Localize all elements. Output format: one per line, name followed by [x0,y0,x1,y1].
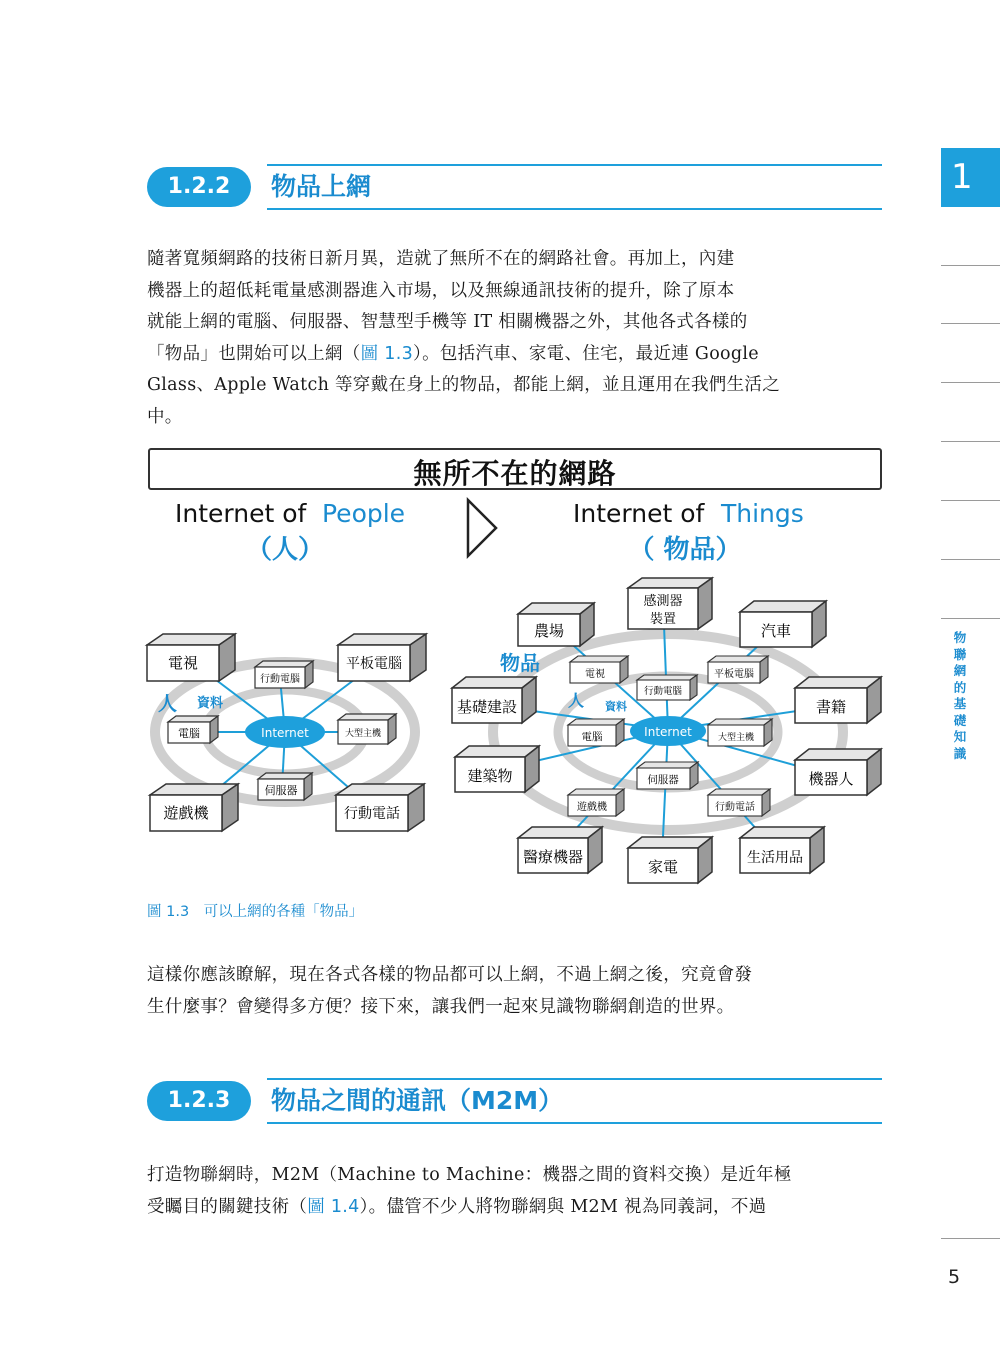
thing-box [455,746,539,792]
device-label: 平板電腦 [714,669,754,680]
thing-label: 基礎建設 [456,698,518,716]
text-fragment: ）。包括汽車、家電、住宅，最近連 Google [413,343,759,364]
tab-divider [941,323,1000,324]
text-line: 隨著寬頻網路的技術日新月異，造就了無所不在的網路社會。再加上，內建 [147,249,735,269]
thing-box [795,677,881,723]
person-label: 人 [568,691,585,710]
right-heading-sub: （ 物品） [628,535,742,565]
section-number-badge: 1.2.2 [147,167,251,207]
device-label: 平板電腦 [346,656,402,672]
tab-divider [941,265,1000,266]
right-heading-prefix: Internet of [573,499,705,528]
thing-label: 建築物 [467,767,513,785]
tab-divider [941,559,1000,560]
device-box [168,716,218,743]
data-label: 資料 [605,700,627,713]
text-fragment: ）。儘管不少人將物聯網與 M2M 視為同義詞，不過 [359,1196,767,1217]
text-line: 中。 [147,406,183,427]
data-label: 資料 [197,696,224,711]
device-box [568,719,624,746]
device-box [708,789,770,816]
text-line: 就能上網的電腦、伺服器、智慧型手機等 IT 相關機器之外，其他各式各樣的 [147,312,748,332]
device-box [338,714,396,744]
section-title: 物品之間的通訊（M2M） [271,1086,564,1115]
device-box [637,675,697,700]
device-label: 電視 [167,654,199,672]
text-line: 打造物聯網時，M2M（Machine to Machine：機器之間的資料交換）是近年極 [147,1165,792,1185]
figure-reference-link[interactable]: 圖 1.4 [307,1196,360,1217]
thing-box [518,827,602,873]
paragraph-followup [147,960,882,1023]
thing-label: 機器人 [808,770,854,788]
tab-divider [941,1238,1000,1239]
thing-box [518,603,594,646]
thing-label: 裝置 [649,612,677,627]
device-box [637,762,698,789]
text-line: 生什麼事？會變得多方便？接下來，讓我們一起來見識物聯網創造的世界。 [147,996,735,1017]
text-fragment: 「物品」也開始可以上網（ [147,343,361,364]
thing-label: 汽車 [760,622,792,640]
thing-label: 感測器 [643,594,683,609]
people-network [147,634,426,831]
device-label: 遊戲機 [577,802,607,813]
device-label: 伺服器 [264,784,298,797]
device-label: 伺服器 [647,774,679,786]
thing-label: 家電 [647,858,679,876]
thing-box [740,827,824,873]
device-box [258,773,312,800]
page-number: 5 [948,1266,961,1288]
device-box [255,661,313,688]
device-box [570,656,628,683]
thing-box [795,749,881,795]
text-fragment: 受矚目的關鍵技術（ [147,1196,308,1217]
heading-rule-top [267,1078,882,1080]
left-heading-prefix: Internet of [175,499,307,528]
thing-box [452,677,536,723]
tab-divider [941,441,1000,442]
hub-label: Internet [261,726,309,740]
text-line: Glass、Apple Watch 等穿戴在身上的物品，都能上網，並且運用在我們生活之 [147,375,780,395]
device-box [336,784,424,831]
thing-box [628,578,712,629]
device-box [147,634,235,681]
tab-divider [941,500,1000,501]
thing-label: 書籍 [815,698,847,716]
device-label: 電腦 [178,727,200,740]
left-heading-highlight: People [322,499,406,528]
text-line: 這樣你應該瞭解，現在各式各樣的物品都可以上網，不過上網之後，究竟會發 [147,965,753,985]
device-label: 行動電話 [344,806,400,822]
text-line: 機器上的超低耗電量感測器進入市場，以及無線通訊技術的提升，除了原本 [147,280,735,301]
device-label: 電視 [585,669,605,680]
chapter-tab: 1 [941,148,1000,207]
section-number-badge: 1.2.3 [147,1081,251,1121]
device-label: 大型主機 [717,733,755,743]
things-network [452,578,881,883]
text-line [147,1192,882,1224]
right-heading-highlight: Things [721,499,804,528]
device-box [708,656,768,683]
figure-caption: 圖 1.3 可以上網的各種「物品」 [147,904,364,920]
hub-label: Internet [644,725,692,739]
tab-divider [941,618,1000,619]
heading-rule-bottom [267,1122,882,1124]
paragraph-m2m [147,1160,882,1223]
thing-box [740,601,826,647]
arrow-icon [468,500,496,556]
device-box [568,789,624,816]
thing-label: 農場 [533,622,565,640]
device-label: 行動電腦 [643,686,683,697]
thing-label: 醫療機器 [522,848,584,866]
device-label: 行動電話 [715,802,755,813]
tab-divider [941,382,1000,383]
thing-label: 生活用品 [747,850,803,866]
person-label: 人 [158,693,178,715]
left-heading-sub: （人） [245,535,325,565]
device-box [708,719,772,746]
device-label: 遊戲機 [163,804,209,822]
device-label: 大型主機 [344,729,382,739]
device-label: 行動電腦 [260,674,300,685]
things-label: 物品 [500,651,540,675]
section-title: 物品上網 [271,172,372,201]
device-box [338,634,426,681]
figure-title: 無所不在的網路 [413,457,617,490]
figure-reference-link[interactable]: 圖 1.3 [360,343,414,364]
device-label: 電腦 [581,731,603,743]
device-box [150,784,238,831]
thing-box [628,837,712,883]
chapter-side-label: 物聯網的基礎知識 [953,630,967,761]
section-heading-1-2-3 [147,1078,882,1124]
